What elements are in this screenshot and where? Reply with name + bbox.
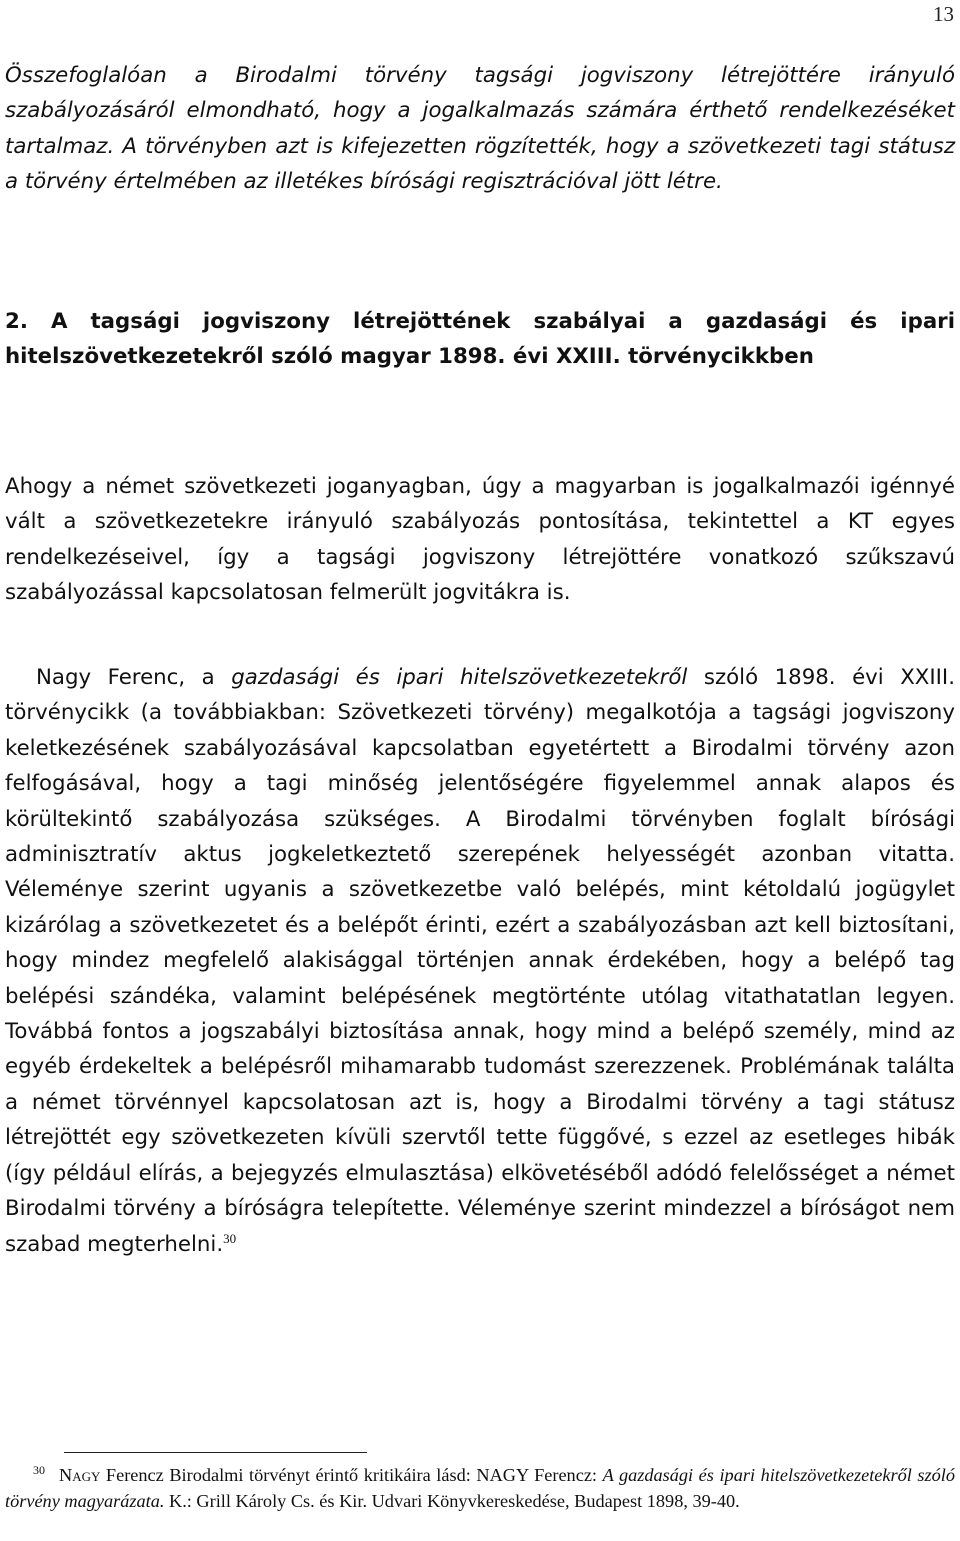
footnote-author-2: NAGY [476, 1465, 529, 1485]
body-paragraph-2 [5, 660, 955, 1262]
footnote-author: Nagy [59, 1465, 101, 1485]
footnote-book-title: A gazdasági és ipari hitelszövetkezetekről szóló törvény magyarázata. [5, 1465, 955, 1511]
section-heading-block [5, 304, 955, 375]
intro-paragraph: Összefoglalóan a Birodalmi törvény tagsági jogviszony létrejöttére irányuló szabályozásáról elmondható, hogy a jogalkalmazás számára érthető rendelkezéséket tartalmaz. A törvényben azt is kifejezetten rögzítették, hogy a szövetkezeti tagi státusz a törvény értelmében az illetékes bírósági regisztrációval jött létre. [5, 63, 955, 195]
body-paragraph-1-block [5, 469, 955, 611]
footnote-reference[interactable]: 30 [223, 1230, 237, 1246]
footnote-divider [64, 1452, 367, 1453]
footnote [5, 1462, 955, 1514]
footnote-text-2: Ferencz: [528, 1465, 603, 1485]
paragraph-2-lead: Nagy Ferenc, a [36, 665, 232, 690]
paragraph-2-italic-law-title: gazdasági és ipari hitelszövetkezetekről [231, 665, 688, 690]
footnote-text-1: Ferencz Birodalmi törvényt érintő kritikáira lásd: [100, 1465, 477, 1485]
footnote-number: 30 [33, 1462, 45, 1477]
paragraph-2-text: szóló 1898. évi XXIII. törvénycikk (a továbbiakban: Szövetkezeti törvény) megalkotója a tagsági jogviszony keletkezésének szabályozásával kapcsolatban egyetértett a Birodalmi törvény azon felfogásával, hogy a tagi minőség jelentőségére figyelemmel annak alapos és körültekintő szabályozása szükséges. A Birodalmi törvényben foglalt bírósági adminisztratív aktus jogkeletkeztető szerepének helyességét azonban vitatta. Véleménye szerint ugyanis a szövetkezetbe való belépés, mint kétoldalú jogügylet kizárólag a szövetkezetet és a belépőt érinti, ezért a szabályozásban azt kell biztosítani, hogy mindez megfelelő alakisággal történjen annak érdekében, hogy a belépő tag belépési szándéka, valamint belépésének megtörténte utólag vitathatatlan legyen. Továbbá fontos a jogszabályi biztosítása annak, hogy mind a belépő személy, mind az egyéb érdekeltek a belépésről mihamarabb tudomást szerezzenek. Problémának találta a német törvénnyel kapcsolatosan azt is, hogy a Birodalmi törvény a tagi státusz létrejöttét egy szövetkezeten kívüli szervtől tette függővé, s ezzel az esetleges hibák (így például elírás, a bejegyzés elmulasztása) elkövetéséből adódó felelősséget a német Birodalmi törvény a bíróságra telepítette. Véleménye szerint mindezzel a bíróságot nem szabad megterhelni. [5, 665, 955, 1257]
body-paragraph-1: Ahogy a német szövetkezeti joganyagban, úgy a magyarban is jogalkalmazói igénnyé vált a szövetkezetekre irányuló szabályozás pontosítása, tekintettel a KT egyes rendelkezéseivel, így a tagsági jogviszony létrejöttére vonatkozó szűkszavú szabályozással kapcsolatosan felmerült jogvitákra is. [5, 474, 955, 606]
intro-paragraph-block [5, 58, 955, 200]
footnote-text-3: K.: Grill Károly Cs. és Kir. Udvari Könyvkereskedése, Budapest 1898, 39-40. [164, 1491, 740, 1511]
page-number: 13 [933, 2, 954, 26]
body-paragraph-2-block [5, 660, 955, 1262]
section-heading: 2. A tagsági jogviszony létrejöttének szabályai a gazdasági és ipari hitelszövetkezetekről szóló magyar 1898. évi XXIII. törvénycikkben [5, 309, 955, 370]
